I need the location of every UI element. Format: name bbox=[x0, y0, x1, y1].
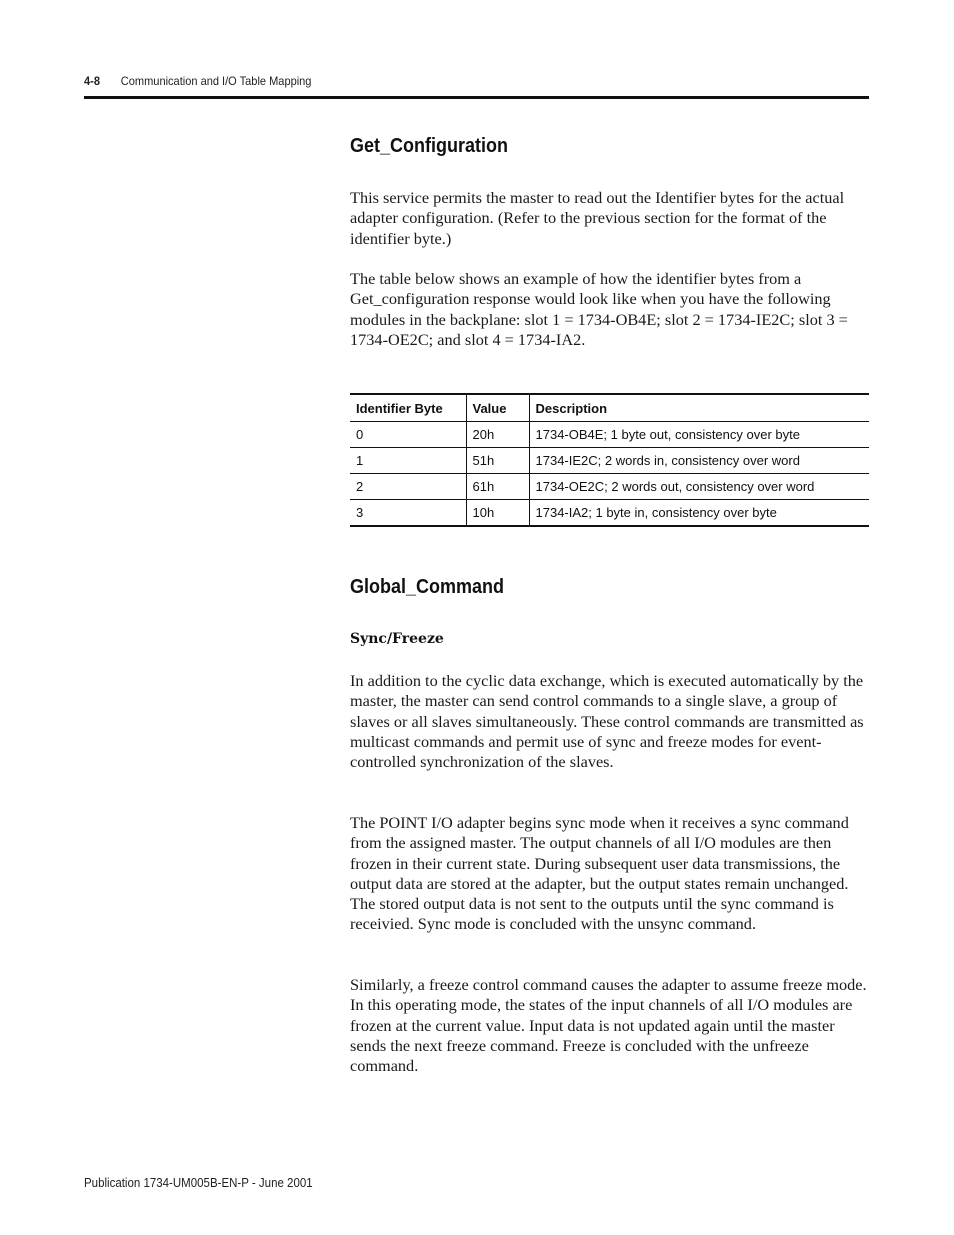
column-header-value: Value bbox=[466, 394, 529, 422]
table-row bbox=[350, 500, 869, 527]
global-command-paragraph-2: The POINT I/O adapter begins sync mode when it receives a sync command from the assigned master. The output channels of all I/O modules are then frozen in their current state. During subsequent user data transmissions, the output data are stored at the adapter, but the output states remain unchanged. The stored output data is not sent to the outputs until the sync command is receivied. Sync mode is concluded with the unsync command. bbox=[350, 813, 849, 934]
column-header-description: Description bbox=[529, 394, 869, 422]
table-row bbox=[350, 422, 869, 448]
cell-identifier-byte: 1 bbox=[350, 448, 466, 474]
cell-value: 10h bbox=[466, 500, 529, 527]
cell-description: 1734-OB4E; 1 byte out, consistency over byte bbox=[529, 422, 869, 448]
page-footer: Publication 1734-UM005B-EN-P - June 2001 bbox=[84, 1176, 313, 1190]
identifier-byte-table bbox=[350, 393, 869, 527]
global-command-paragraph-1: In addition to the cyclic data exchange, which is executed automatically by the master, the master can send control commands to a single slave, a group of slaves or all slaves simultaneously. These control commands are transmitted as multicast commands and permit use of sync and freeze modes for event-controlled synchronization of the slaves. bbox=[350, 671, 864, 772]
cell-identifier-byte: 3 bbox=[350, 500, 466, 527]
cell-value: 51h bbox=[466, 448, 529, 474]
get-configuration-paragraph-2: The table below shows an example of how the identifier bytes from a Get_configuration response would look like when you have the following modules in the backplane: slot 1 = 1734-OB4E; slot 2 = 1734-IE2C; slot 3 = 1734-OE2C; and slot 4 = 1734-IA2. bbox=[350, 269, 848, 349]
page-header bbox=[84, 74, 806, 88]
table-header-row bbox=[350, 394, 869, 422]
cell-description: 1734-OE2C; 2 words out, consistency over word bbox=[529, 474, 869, 500]
cell-value: 61h bbox=[466, 474, 529, 500]
cell-value: 20h bbox=[466, 422, 529, 448]
column-header-identifier-byte: Identifier Byte bbox=[350, 394, 466, 422]
global-command-paragraph-3: Similarly, a freeze control command causes the adapter to assume freeze mode. In this operating mode, the states of the input channels of all I/O modules are frozen at the current value. Input data is not updated again until the master sends the next freeze command. Freeze is concluded with the unfreeze command. bbox=[350, 975, 867, 1076]
table-row bbox=[350, 448, 869, 474]
cell-description: 1734-IE2C; 2 words in, consistency over word bbox=[529, 448, 869, 474]
get-configuration-paragraph-1: This service permits the master to read out the Identifier bytes for the actual adapter configuration. (Refer to the previous section for the format of the identifier byte.) bbox=[350, 188, 845, 248]
cell-identifier-byte: 0 bbox=[350, 422, 466, 448]
cell-identifier-byte: 2 bbox=[350, 474, 466, 500]
section-title-global-command: Global_Command bbox=[350, 576, 505, 598]
page-number: 4-8 bbox=[84, 74, 100, 88]
cell-description: 1734-IA2; 1 byte in, consistency over byte bbox=[529, 500, 869, 527]
chapter-title: Communication and I/O Table Mapping bbox=[120, 74, 312, 88]
header-rule bbox=[84, 96, 869, 99]
table-row bbox=[350, 474, 869, 500]
subsection-title-sync-freeze: Sync/Freeze bbox=[350, 631, 444, 647]
section-title-get-configuration: Get_Configuration bbox=[350, 135, 508, 157]
